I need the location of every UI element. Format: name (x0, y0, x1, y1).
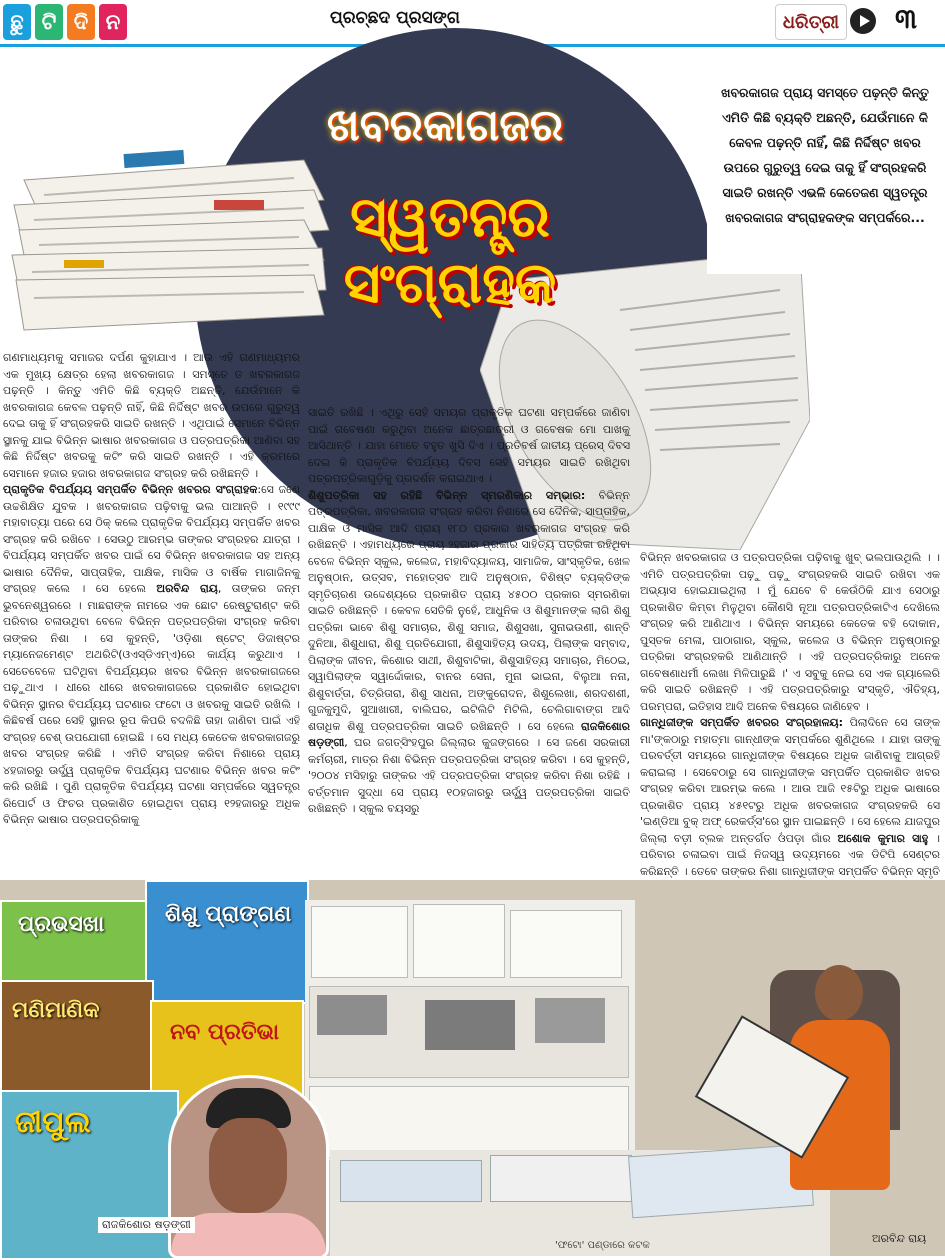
col2-name: ରାଜକିଶୋର ଷଡ଼ଙ୍ଗୀ (308, 719, 631, 749)
col3-name: ଅଶୋକ କୁମାର ସାହୁ (837, 831, 929, 845)
paper-logo: ଧରିତ୍ରୀ (775, 4, 847, 40)
section-label: ପ୍ରଚ୍ଛଦ ପ୍ରସଙ୍ଗ (330, 8, 460, 28)
magazine-title-1: ପ୍ରଭସଖା (18, 912, 105, 937)
col3-subheading: ଗାନ୍ଧିଜୀଙ୍କ ସମ୍ପର୍କିତ ଖବରର ସଂଗ୍ରହାଳୟ: (640, 716, 844, 729)
col2-para-2: ବିଭିନ୍ନ ପତ୍ରପତ୍ରିକା, ଖବରକାଗଜ ସଂଗ୍ରହ କରିବା ନିଶାରେ ସେ ଦୈନିକ, ସାପ୍ତାହିକ, ପାକ୍ଷିକ ଓ ମାସିକ ଆଦି ପ୍ରାୟ ୧୮୦ ପ୍ରକାର ଖବରକାଗଜ ସଂଗ୍ରହ କରି ରଖିଛନ୍ତି । ଏହାମଧ୍ୟରେ ପ୍ରାୟ ୨ହଜାର ପ୍ରକାର ସାହିତ୍ୟ ପତ୍ରିକା ରହିଥିବା ବେଳେ ବିଭିନ୍ନ ସ୍କୁଲ, କଲେଜ, ମହାବିଦ୍ୟାଳୟ, ସାମାଜିକ, ସାଂସ୍କୃତିକ, ଖେଳ ଅନୁଷ୍ଠାନ, ଉତ୍ସବ, ମହୋତ୍ସବ ଆଦି ଅନୁଷ୍ଠାନ, ବିଶିଷ୍ଟ ବ୍ୟକ୍ତିଙ୍କ ସ୍ମୃତିଚାରଣ ଉଦ୍ଦେଶ୍ୟରେ ପ୍ରକାଶିତ ପ୍ରାୟ ୪୫୦୦ ପ୍ରକାର ସ୍ମରଣିକା ସାଇତି ରଖିଛନ୍ତି । କେବଳ ସେତିକି ନୁହେଁ, ଆଧୁନିକ ଓ ଶିଶୁମାନଙ୍କ ଲାଗି ଶିଶୁ ପତ୍ରିକା ଭାବେ ଶିଶୁ ସମାଚାର, ଶିଶୁ ସମାଜ, ଶିଶୁସଖା, ସୁନାଭଉଣୀ, ଶାନ୍ତି ଦୁନିଆ, ଶିଶୁଧାରା, ଶିଶୁ ପ୍ରତିଯୋଗୀ, ଶିଶୁସାହିତ୍ୟ ଉଦୟ, ପିଲାଙ୍କ ସମ୍ବାଦ, ପିଲାଙ୍କ ଜୀବନ, କିଶୋର ସାଥୀ, ଶିଶୁବାଟିକା, ଶିଶୁସାହିତ୍ୟ ସମାଚାର, ମିଠେଇ, ସ୍ୱାପିଲାଙ୍କ ସ୍ୱାର୍ଦ୍ଦୋକାର, ବାନର ସେନା, ମୁନା ଭାଇନା, ବିଲୁଆ ନନା, ଶିଶୁବାର୍ତ୍ତା, ଚିତ୍ରିତାରା, ଶିଶୁ ସାଧନା, ଅଙ୍କୁରୋଦନ, ଶିଶୁଲେଖା, ଶରଦଶଶୀ, ଗୁଜକୁମୁଦି, ସୁଆଖାରୀ, ବାଲିଘର, ଇଟିଲିଟି ମିଟିଲି, ଚେଲିଗାବାଙ୍ଗ ଆଦି ଶତାଧିକ ଶିଶୁ ପତ୍ରପତ୍ରିକା ସାଇତି ରଖିଛନ୍ତି । ସେ ହେଲେ (308, 488, 630, 733)
col1-subheading: ପ୍ରାକୃତିକ ବିପର୍ଯ୍ୟୟ ସମ୍ପର୍କିତ ବିଭିନ୍ନ ଖବରର ସଂଗ୍ରାହକ (3, 483, 258, 496)
col3-para-3: । ପରିବାର ଚଳାଇବା ପାଇଁ ନିଜସ୍ୱ ଉଦ୍ୟମରେ ଏକ ଡିଟିପି ସେଣ୍ଟର କରିଛନ୍ତି । ତେବେ ତାଙ୍କର ନିଶା ଗାନ୍ଧିଜୀଙ୍କ ସମ୍ପର୍କିତ ବିଭିନ୍ନ ସ୍ମୃତି (640, 831, 941, 878)
brand-tile-1: ଛୁ (3, 4, 31, 40)
col3-para-2: ପିଲାଦିନେ ସେ ତାଙ୍କ ମା'ଙ୍କଠାରୁ ମହାତ୍ମା ଗାନ୍ଧୀଙ୍କ ସମ୍ପର୍କରେ ଶୁଣିଥିଲେ । ଯାହା ତାଙ୍କୁ ପରବର୍ତ୍ତୀ ସମୟରେ ଗାନ୍ଧିଜୀଙ୍କ ବିଷୟରେ ଅଧିକ ଜାଣିବାକୁ ଆଗ୍ରହି କରାଇଲା । ସେବେଠାରୁ ସେ ଗାନ୍ଧିଜୀଙ୍କ ସମ୍ପର୍କିତ ପ୍ରକାଶିତ ଖବର ସଂଗ୍ରହ କରିବା ଆରମ୍ଭ କଲେ । ଆଉ ଆଜି ୧୫ଟିରୁ ଅଧିକ ଭାଷାରେ ପ୍ରକାଶିତ ପ୍ରାୟ ୪୫୧ଟରୁ ଅଧିକ ଖବରକାଗଜ ସଂଗ୍ରହକରି ସେ 'ଇଣ୍ଡିଆ ବୁକ୍ ଅଫ୍ ରେକର୍ଡ୍ସ'ରେ ସ୍ଥାନ ପାଇଛନ୍ତି । ସେ ହେଲେ ଯାଜପୁର ଜିଲ୍ଲା ବଡ଼ୀ ବ୍ଲକ ଅନ୍ତର୍ଗତ ଓଁପଡ଼ା ଗାଁର (640, 716, 940, 845)
col1-para-1: ଗଣମାଧ୍ୟମକୁ ସମାଜର ଦର୍ପଣ କୁହାଯାଏ । ଆଉ ଏହି ଗଣମାଧ୍ୟମର ଏକ ମୁଖ୍ୟ କ୍ଷେତ୍ର ହେଲା ଖବରକାଗଜ । ସମସ୍ତେ ତ ଖବରକାଗଜ ପଢ଼ନ୍ତି । କିନ୍ତୁ ଏମିତି କିଛି ବ୍ୟକ୍ତି ଅଛନ୍ତି, ଯେଉଁମାନେ କି ଖବରକାଗଜ କେବଳ ପଢ଼ନ୍ତି ନାହିଁ, କିଛି ନିର୍ଦ୍ଦିଷ୍ଟ ଖବର ଉପରେ ଗୁରୁତ୍ୱ ଦେଇ ତାକୁ ହିଁ ସଂଗ୍ରହକରି ସାଇତି ରଖନ୍ତି । ଏଥିପାଇଁ ସେମାନେ ବିଭିନ୍ନ ସ୍ଥାନକୁ ଯାଇ ବିଭିନ୍ନ ଭାଷାର ଖବରକାଗଜ ଓ ପତ୍ରପତ୍ରିକା ଆଣିବା ସହ କିଛି ନିର୍ଦ୍ଦିଷ୍ଟ ଖବରକୁ କଟିଂ କରି ସାଇତି ରଖନ୍ତି । ଏହି କ୍ରମରେ ସେମାନେ ହଜାର ହଜାର ଖବରକାଗଜ ସଂଗ୍ରହ କରି ରଖିଛନ୍ତି । (3, 351, 300, 480)
col2-subheading: ଶିଶୁପତ୍ରିକା ସହ ରହିଛି ବିଭିନ୍ନ ସ୍ମରଣିକାର ସମ୍ଭାର: (308, 488, 586, 502)
col2-para-1: ସାଇତି ରଖିଛି । ଏଥିରୁ ସେହି ସମୟର ପ୍ରାକୃତିକ ଘଟଣା ସମ୍ପର୍କରେ ଜାଣିବା ପାଇଁ ଗବେଷଣା କରୁଥିବା ଅନେକ ଛାତ୍ରଛାତ୍ରୀ ଓ ଗବେଷକ ମୋ ପାଖକୁ ଆସିଥାନ୍ତି । ଯାହା ମୋତେ ବହୁତ ଖୁସି ଦିଏ । ପ୍ରତିବର୍ଷ ଜାତୀୟ ପ୍ରେସ୍ ଦିବସ ଦେଇ କି ପ୍ରାକୃତିକ ବିପର୍ଯ୍ୟୟ ଦିବସ ସେହି ସମୟର ସାଇତି ରଖିଥିବା ପତ୍ରପତ୍ରିକାଗୁଡ଼ିକୁ ପ୍ରଦର୍ଶନ କରାଇଥାଏ । (308, 406, 630, 485)
col1-name: ଅରବିନ୍ଦ ରାୟ (156, 582, 218, 595)
magazine-title-2: ଶିଶୁ ପ୍ରାଙ୍ଗଣ (165, 902, 292, 927)
column-2 (308, 405, 630, 818)
photo-collage (0, 880, 945, 1256)
headline-line-1: ଖବରକାଗଜର (326, 100, 564, 151)
brand-tile-2: ଟି (35, 4, 63, 40)
man-caption: ଅରବିନ୍ଦ ରାୟ (872, 1232, 927, 1245)
col1-para-3: , ତାଙ୍କର ଜନ୍ମ ଭୁବନେଶ୍ୱରରେ । ମାଛରାଙ୍କ ନାମରେ ଏକ ଛୋଟ ରେଷ୍ଟୁରାଣ୍ଟ କରି ପରିବାର ଚଳାଉଥିବା ବେଳେ ବିଭିନ୍ନ ପତ୍ରପତ୍ରିକା ସଂଗ୍ରହ କରିବା ତାଙ୍କର ନିଶା । ସେ କୁହନ୍ତି, 'ଓଡ଼ିଶା ଷ୍ଟେଟ୍ ଡିଜାଷ୍ଟର ମ୍ୟାନେଜମେଣ୍ଟ ଅଥରିଟି(ଓଏସ୍‌ଡିଏମ୍‌ଏ)ରେ କାର୍ଯ୍ୟ କରୁଥାଏ । ସେତେବେଳେ ଘଟିଥିବା ବିପର୍ଯ୍ୟୟର ଖବର ବିଭିନ୍ନ ଖବରକାଗଜରେ ପଢ଼ୁଥାଏ । ଧୀରେ ଧୀରେ ଖବରକାଗଜରେ ପ୍ରକାଶିତ ହୋଇଥିବା ବିଭିନ୍ନ ସ୍ଥାନର ବିପର୍ଯ୍ୟୟ ଘଟଣାର ଫଟୋ ଓ ଖବରକୁ ସାଇତି ରଖିଲି । କିଛିବର୍ଷ ପରେ ସେହି ସ୍ଥାନର ରୂପ କିପରି ବଦଳିଛି ତାହା ଜାଣିବା ପାଇଁ ଏହି ସଂଗ୍ରହ ବେଶ୍ ଉପଯୋଗୀ ହୋଇଛି । ସେ ମଧ୍ୟ କେତେକ ଖବରକାଗଜରୁ ଖବର ସଂଗ୍ରହ କରିଛି । ଏମିତି ସଂଗ୍ରହ କରିବା ନିଶାରେ ପ୍ରାୟ ୪ହଜାରରୁ ଊର୍ଦ୍ଧ୍ୱ ପ୍ରାକୃତିକ ବିପର୍ଯ୍ୟୟ ଘଟଣାର ବିଭିନ୍ନ ଖବର କଟିଂ କରି ରଖିଛି । ପୁଣି ପ୍ରାକୃତିକ ବିପର୍ଯ୍ୟୟ ଘଟଣା ସମ୍ପର୍କରେ ସ୍ୱତନ୍ତ୍ର ରିପୋର୍ଟ ଓ ଫିଚର ପ୍ରକାଶିତ ହୋଇଥିବା ପ୍ରାୟ ୧୨ହଜାରରୁ ଅଧିକ ବିଭିନ୍ନ ଭାଷାର ପତ୍ରପତ୍ରିକାକୁ (3, 582, 300, 826)
col2-para-3: , ଘର ଜଗତ୍‌ସିଂହପୁର ଜିଲ୍ଲାର କୁଜଙ୍ଗରେ । ସେ ଜଣେ ସରକାରୀ କର୍ମଚାରୀ, ମାତ୍ର ନିଶା ବିଭିନ୍ନ ପତ୍ରପତ୍ରିକା ସଂଗ୍ରହ କରିବା । ସେ କୁହନ୍ତି, '୨୦୦୪ ମସିହାରୁ ତାଙ୍କର ଏହି ପତ୍ରପତ୍ରିକା ସଂଗ୍ରହ କରିବା ନିଶା ରହିଛି । ବର୍ତ୍ତମାନ ସୁଦ୍ଧା ସେ ପ୍ରାୟ ୧୦ହଜାରରୁ ଊର୍ଦ୍ଧ୍ୱ ପତ୍ରପତ୍ରିକା ସାଇତି ରଖିଛନ୍ତି । ସ୍କୁଲ ବୟସରୁ (308, 736, 630, 815)
column-3 (640, 550, 940, 913)
magazine-title-4: ନବ ପ୍ରତିଭା (170, 1020, 279, 1045)
col1-para-2: :ସେ ଜଣେ ଉଚ୍ଚଶିକ୍ଷିତ ଯୁବକ । ଖବରକାଗଜ ପଢ଼ିବାକୁ ଭଲ ପାଆନ୍ତି । ୧୯୯୯ ମହାବାତ୍ୟା ପରେ ସେ ଠିକ୍ କଲେ ପ୍ରାକୃତିକ ବିପର୍ଯ୍ୟୟ ସମ୍ପର୍କିତ ଖବର ସଂଗ୍ରହ କରି ରଖିବେ । ସେଉଠୁ ଆରମ୍ଭ ତାଙ୍କର ସଂଗ୍ରହର ଯାତ୍ରା । ବିପର୍ଯ୍ୟୟ ସମ୍ପର୍କିତ ଖବର ପାଇଁ ସେ ବିଭିନ୍ନ ଖବରକାଗଜ ସହ ଅନ୍ୟ ଭାଷାର ଦୈନିକ, ସାପ୍ତାହିକ, ପାକ୍ଷିକ, ମାସିକ ଓ ବାର୍ଷିକ ମାଗାଜିନକୁ ସଂଗ୍ରହ କଲେ । ସେ ହେଲେ (3, 483, 300, 595)
col3-para-1: ବିଭିନ୍ନ ଖବରକାଗଜ ଓ ପତ୍ରପତ୍ରିକା ପଢ଼ିବାକୁ ଖୁବ୍ ଭଲପାଉଥିଲି । । ଏମିତି ପତ୍ରପତ୍ରିକା ପଢ଼ୁ ପଢ଼ୁ ସଂଗ୍ରହକରି ସାଇତି ରଖିବା ଏକ ଅଭ୍ୟାସ ହୋଇଯାଇଥିଲା । ମୁଁ ଯେବେ ବି କେଉଁଠିକି ଯାଏ ସେଠାରୁ ପ୍ରକାଶିତ କିମ୍ବା ମିଳୁଥିବା କୌଣସି ନୂଆ ପତ୍ରପତ୍ରିକାଟିଏ ଦେଖିଲେ ସଂଗ୍ରହ କରି ଆଣିଥାଏ । ବିଭିନ୍ନ ସମୟରେ କେତେକ ବହି ଦୋକାନ, ପୁସ୍ତକ ମେଳା, ପାଠାଗାର, ସ୍କୁଲ, କଲେଜ ଓ ବିଭିନ୍ନ ଅନୁଷ୍ଠାନରୁ ପତ୍ରିକା ସଂଗ୍ରହକରି ଆଣିଥାନ୍ତି । ଏହି ପତ୍ରପତ୍ରିକାରୁ ଅନେକ ଗବେଷଣାଧର୍ମୀ ଲେଖା ମିଳିପାରୁଛି ।' ଏ ସବୁକୁ ନେଇ ସେ ଏକ ଗ୍ୟାଲେରି କରି ସାଇତି ରଖିଛନ୍ତି । ଏହି ପତ୍ରପତ୍ରିକାରୁ ସଂସ୍କୃତି, ଐତିହ୍ୟ, ପରମ୍ପରା, ଇତିହାସ ଆଦି ଅନେକ ବିଷୟରେ ଜାଣିହେବ । (640, 551, 940, 713)
play-icon (850, 8, 876, 34)
headline-line-2: ସ୍ୱତନ୍ତ୍ର ସଂଗ୍ରାହକ (343, 185, 557, 316)
table-caption: 'ଫଟୋ' ପଣ୍ଡାରେ କଟକ (555, 1240, 650, 1251)
clipping-wall (305, 900, 635, 1160)
page-number: ୩ (895, 2, 918, 35)
portrait-caption: ରାଜକିଶୋର ଷଡ଼ଙ୍ଗୀ (98, 1217, 195, 1233)
column-1 (3, 350, 300, 829)
magazine-title-5: ଜୀପୁଲ (15, 1105, 91, 1140)
man-head (815, 965, 863, 1021)
magazine-cover-2 (145, 880, 309, 1004)
intro-text: ଖବରକାଗଜ ପ୍ରାୟ ସମସ୍ତେ ପଢ଼ନ୍ତି କିନ୍ତୁ ଏମିତି କିଛି ବ୍ୟକ୍ତି ଅଛନ୍ତି, ଯେଉଁମାନେ କି କେବଳ ପଢ଼ନ୍ତି ନାହିଁ, କିଛି ନିର୍ଦ୍ଦିଷ୍ଟ ଖବର ଉପରେ ଗୁରୁତ୍ୱ ଦେଇ ତାକୁ ହିଁ ସଂଗ୍ରହକରି ସାଇତି ରଖନ୍ତି ଏଭଳି କେତେଜଣ ସ୍ୱତନ୍ତ୍ର ଖବରକାଗଜ ସଂଗ୍ରାହକଙ୍କ ସମ୍ପର୍କରେ... (721, 85, 929, 225)
brand-tile-3: ଦି (67, 4, 95, 40)
brand-tile-4: ନ (99, 4, 127, 40)
magazine-title-3: ମଣିମାଣିକ (12, 998, 100, 1023)
